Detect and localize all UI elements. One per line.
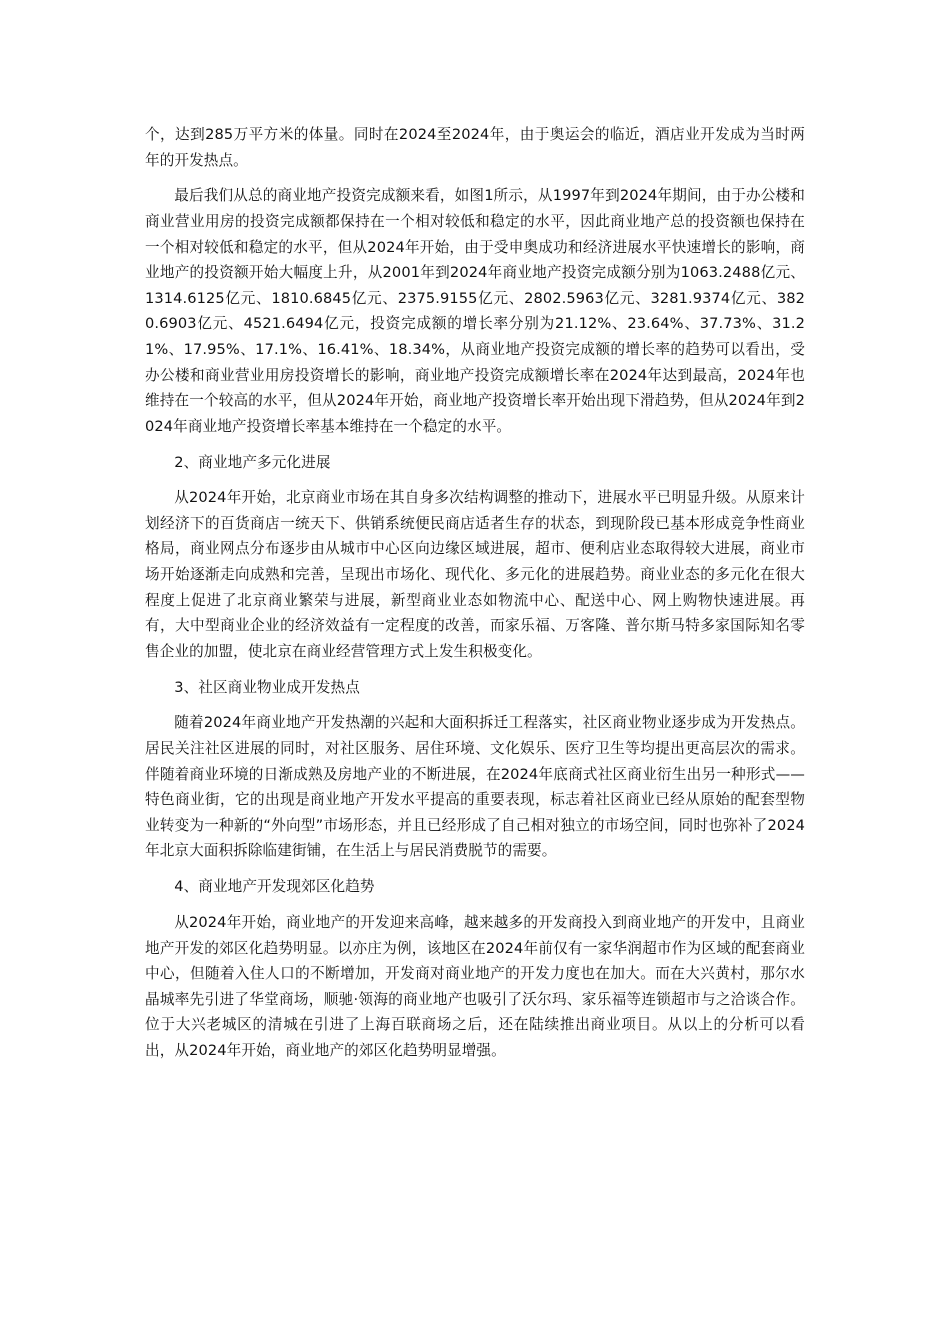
paragraph-diversification: 从2024年开始，北京商业市场在其自身多次结构调整的推动下，进展水平已明显升级。从原来计划经济下的百货商店一统天下、供销系统便民商店适者生存的状态，到现阶段已基本形成竞争性商业格局，商业网点分布逐步由从城市中心区向边缘区域进展，超市、便利店业态取得较大进展，商业市场开始逐渐走向成熟和完善，呈现出市场化、现代化、多元化的进展趋势。商业业态的多元化在很大程度上促进了北京商业繁荣与进展，新型商业业态如物流中心、配送中心、网上购物快速进展。再有，大中型商业企业的经济效益有一定程度的改善，而家乐福、万客隆、普尔斯马特多家国际知名零售企业的加盟，使北京在商业经营管理方式上发生积极变化。	[145, 489, 805, 660]
paragraph-community-commerce: 随着2024年商业地产开发热潮的兴起和大面积拆迁工程落实，社区商业物业逐步成为开发热点。居民关注社区进展的同时，对社区服务、居住环境、文化娱乐、医疗卫生等均提出更高层次的需求。伴随着商业环境的日渐成熟及房地产业的不断进展，在2024年底商式社区商业衍生出另一种形式——特色商业街，它的出现是商业地产开发水平提高的重要表现，标志着社区商业已经从原始的配套型物业转变为一种新的“外向型”市场形态，并且已经形成了自己相对独立的市场空间，同时也弥补了2024年北京大面积拆除临建街铺，在生活上与居民消费脱节的需要。	[145, 714, 805, 860]
paragraph-investment-overview: 最后我们从总的商业地产投资完成额来看，如图1所示，从1997年到2024年期间，由于办公楼和商业营业用房的投资完成额都保持在一个相对较低和稳定的水平，因此商业地产总的投资额也保持在一个相对较低和稳定的水平，但从2024年开始，由于受申奥成功和经济进展水平快速增长的影响，商业地产的投资额开始大幅度上升，从2001年到2024年商业地产投资完成额分别为1063.2488亿元、1314.6125亿元、1810.6845亿元、2375.9155亿元、2802.5963亿元、3281.9374亿元、3820.6903亿元、4521.6494亿元，投资完成额的增长率分别为21.12%、23.64%、37.73%、31.21%、17.95%、17.1%、16.41%、18.34%，从商业地产投资完成额的增长率的趋势可以看出，受办公楼和商业营业用房投资增长的影响，商业地产投资完成额增长率在2024年达到最高，2024年也维持在一个较高的水平，但从2024年开始，商业地产投资增长率开始出现下滑趋势，但从2024年到2024年商业地产投资增长率基本维持在一个稳定的水平。	[145, 187, 805, 435]
section-heading-diversification: 2、商业地产多元化进展	[174, 453, 331, 471]
document-page	[145, 122, 805, 1074]
paragraph-continuation: 个，达到285万平方米的体量。同时在2024至2024年，由于奥运会的临近，酒店业开发成为当时两年的开发热点。	[145, 126, 805, 169]
section-heading-community-commerce: 3、社区商业物业成开发热点	[174, 678, 360, 696]
paragraph-suburbanization: 从2024年开始，商业地产的开发迎来高峰，越来越多的开发商投入到商业地产的开发中，且商业地产开发的郊区化趋势明显。以亦庄为例，该地区在2024年前仅有一家华润超市作为区域的配套商业中心，但随着入住人口的不断增加，开发商对商业地产的开发力度也在加大。而在大兴黄村，那尔水晶城率先引进了华堂商场，顺驰·领海的商业地产也吸引了沃尔玛、家乐福等连锁超市与之洽谈合作。位于大兴老城区的清城在引进了上海百联商场之后，还在陆续推出商业项目。从以上的分析可以看出，从2024年开始，商业地产的郊区化趋势明显增强。	[145, 913, 805, 1059]
section-heading-suburbanization: 4、商业地产开发现郊区化趋势	[174, 878, 375, 896]
